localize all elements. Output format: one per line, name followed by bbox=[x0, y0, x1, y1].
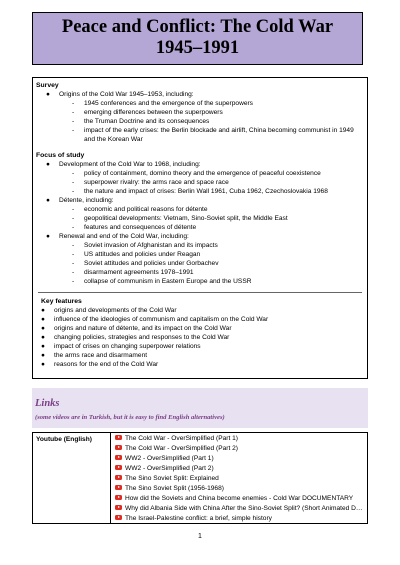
youtube-icon bbox=[115, 435, 122, 440]
dash-icon: - bbox=[72, 109, 75, 116]
content-box bbox=[32, 77, 368, 379]
video-link[interactable] bbox=[115, 465, 214, 472]
key-features-heading: Key features bbox=[41, 298, 82, 305]
dash-icon: - bbox=[72, 188, 75, 195]
title-line-2: 1945–1991 bbox=[155, 38, 240, 58]
focus-item: collapse of communism in Eastern Europe and the USSR bbox=[84, 278, 252, 285]
key-feature-item: reasons for the end of the Cold War bbox=[54, 361, 159, 368]
bullet-icon: ● bbox=[46, 197, 50, 204]
video-link-text[interactable]: WW2 - OverSimplified (Part 1) bbox=[125, 455, 214, 462]
youtube-icon bbox=[115, 465, 122, 470]
video-link[interactable] bbox=[115, 455, 214, 462]
dash-icon: - bbox=[72, 118, 75, 125]
bullet-icon: ● bbox=[41, 334, 45, 341]
survey-item-continued: and the Korean War bbox=[84, 136, 143, 143]
focus-group-title: Détente, including: bbox=[59, 197, 114, 204]
bullet-icon: ● bbox=[41, 316, 45, 323]
bullet-icon: ● bbox=[46, 233, 50, 240]
focus-item: geopolitical developments: Vietnam, Sino-Soviet split, the Middle East bbox=[84, 215, 288, 222]
video-link-text[interactable]: The Israel-Palestine conflict: a brief, simple history bbox=[125, 515, 272, 522]
key-feature-item: impact of crises on changing superpower relations bbox=[54, 343, 201, 350]
youtube-icon bbox=[115, 505, 122, 510]
focus-item: superpower rivalry: the arms race and space race bbox=[84, 179, 229, 186]
links-header-band bbox=[32, 388, 368, 428]
focus-group-title: Development of the Cold War to 1968, including: bbox=[59, 161, 201, 168]
dash-icon: - bbox=[72, 251, 75, 258]
video-link-text[interactable]: The Sino Soviet Split: Explained bbox=[125, 475, 219, 482]
youtube-icon bbox=[115, 475, 122, 480]
video-link-text[interactable]: Why did Albania Side with China After the Sino-Soviet Split? (Short Animated D… bbox=[125, 505, 363, 512]
video-link-text[interactable]: WW2 - OverSimplified (Part 2) bbox=[125, 465, 214, 472]
video-link[interactable] bbox=[115, 495, 353, 502]
survey-heading: Survey bbox=[36, 82, 59, 89]
youtube-icon bbox=[115, 495, 122, 500]
dash-icon: - bbox=[72, 278, 75, 285]
youtube-label: Youtube (English) bbox=[33, 433, 111, 523]
links-table bbox=[32, 432, 368, 524]
links-note: (some videos are in Turkish, but it is easy to find English alternatives) bbox=[35, 414, 225, 421]
dash-icon: - bbox=[72, 179, 75, 186]
links-title: Links bbox=[35, 398, 60, 409]
video-link[interactable] bbox=[115, 515, 272, 522]
key-feature-item: the arms race and disarmament bbox=[54, 352, 148, 359]
focus-item: economic and political reasons for détente bbox=[84, 206, 208, 213]
key-feature-item: origins and developments of the Cold War bbox=[54, 307, 177, 314]
bullet-icon: ● bbox=[41, 307, 45, 314]
survey-item: the Truman Doctrine and its consequences bbox=[84, 118, 210, 125]
dash-icon: - bbox=[72, 127, 75, 134]
dash-icon: - bbox=[72, 170, 75, 177]
video-link-text[interactable]: The Sino Soviet Split (1956-1968) bbox=[125, 485, 224, 492]
youtube-icon bbox=[115, 515, 122, 520]
youtube-icon bbox=[115, 455, 122, 460]
page-title bbox=[32, 12, 363, 65]
focus-item: Soviet attitudes and policies under Gorbachev bbox=[84, 260, 219, 267]
dash-icon: - bbox=[72, 242, 75, 249]
bullet-icon: ● bbox=[46, 91, 50, 98]
focus-item: policy of containment, domino theory and the emergence of peaceful coexistence bbox=[84, 170, 321, 177]
focus-item: features and consequences of détente bbox=[84, 224, 197, 231]
focus-item: the nature and impact of crises: Berlin Wall 1961, Cuba 1962, Czechoslovakia 1968 bbox=[84, 188, 328, 195]
youtube-icon bbox=[115, 485, 122, 490]
focus-group-title: Renewal and end of the Cold War, including: bbox=[59, 233, 189, 240]
page-number: 1 bbox=[198, 533, 202, 540]
title-line-1: Peace and Conflict: The Cold War bbox=[61, 17, 334, 37]
dash-icon: - bbox=[72, 260, 75, 267]
video-link[interactable] bbox=[115, 485, 224, 492]
bullet-icon: ● bbox=[41, 325, 45, 332]
section-divider bbox=[38, 292, 362, 293]
video-link[interactable] bbox=[115, 475, 219, 482]
dash-icon: - bbox=[72, 224, 75, 231]
video-link-text[interactable]: The Cold War - OverSimplified (Part 2) bbox=[125, 445, 238, 452]
video-link[interactable] bbox=[115, 445, 238, 452]
youtube-icon bbox=[115, 445, 122, 450]
focus-item: disarmament agreements 1978–1991 bbox=[84, 269, 194, 276]
survey-item: impact of the early crises: the Berlin blockade and airlift, China becoming communist in 1949 bbox=[84, 127, 354, 134]
survey-bullet: Origins of the Cold War 1945–1953, including: bbox=[59, 91, 194, 98]
key-feature-item: changing policies, strategies and responses to the Cold War bbox=[54, 334, 230, 341]
video-link[interactable] bbox=[115, 505, 363, 512]
bullet-icon: ● bbox=[41, 343, 45, 350]
video-link-text[interactable]: How did the Soviets and China become enemies - Cold War DOCUMENTARY bbox=[125, 495, 354, 502]
bullet-icon: ● bbox=[41, 361, 45, 368]
key-feature-item: influence of the ideologies of communism and capitalism on the Cold War bbox=[54, 316, 269, 323]
dash-icon: - bbox=[72, 269, 75, 276]
bullet-icon: ● bbox=[41, 352, 45, 359]
bullet-icon: ● bbox=[46, 161, 50, 168]
focus-heading: Focus of study bbox=[36, 152, 85, 159]
video-link-text[interactable]: The Cold War - OverSimplified (Part 1) bbox=[125, 435, 238, 442]
focus-item: Soviet invasion of Afghanistan and its impacts bbox=[84, 242, 218, 249]
focus-item: US attitudes and policies under Reagan bbox=[84, 251, 201, 258]
survey-item: 1945 conferences and the emergence of the superpowers bbox=[84, 100, 253, 107]
dash-icon: - bbox=[72, 215, 75, 222]
dash-icon: - bbox=[72, 206, 75, 213]
key-feature-item: origins and nature of détente, and its impact on the Cold War bbox=[54, 325, 232, 332]
dash-icon: - bbox=[72, 100, 75, 107]
survey-item: emerging differences between the superpowers bbox=[84, 109, 223, 116]
video-link[interactable] bbox=[115, 435, 238, 442]
